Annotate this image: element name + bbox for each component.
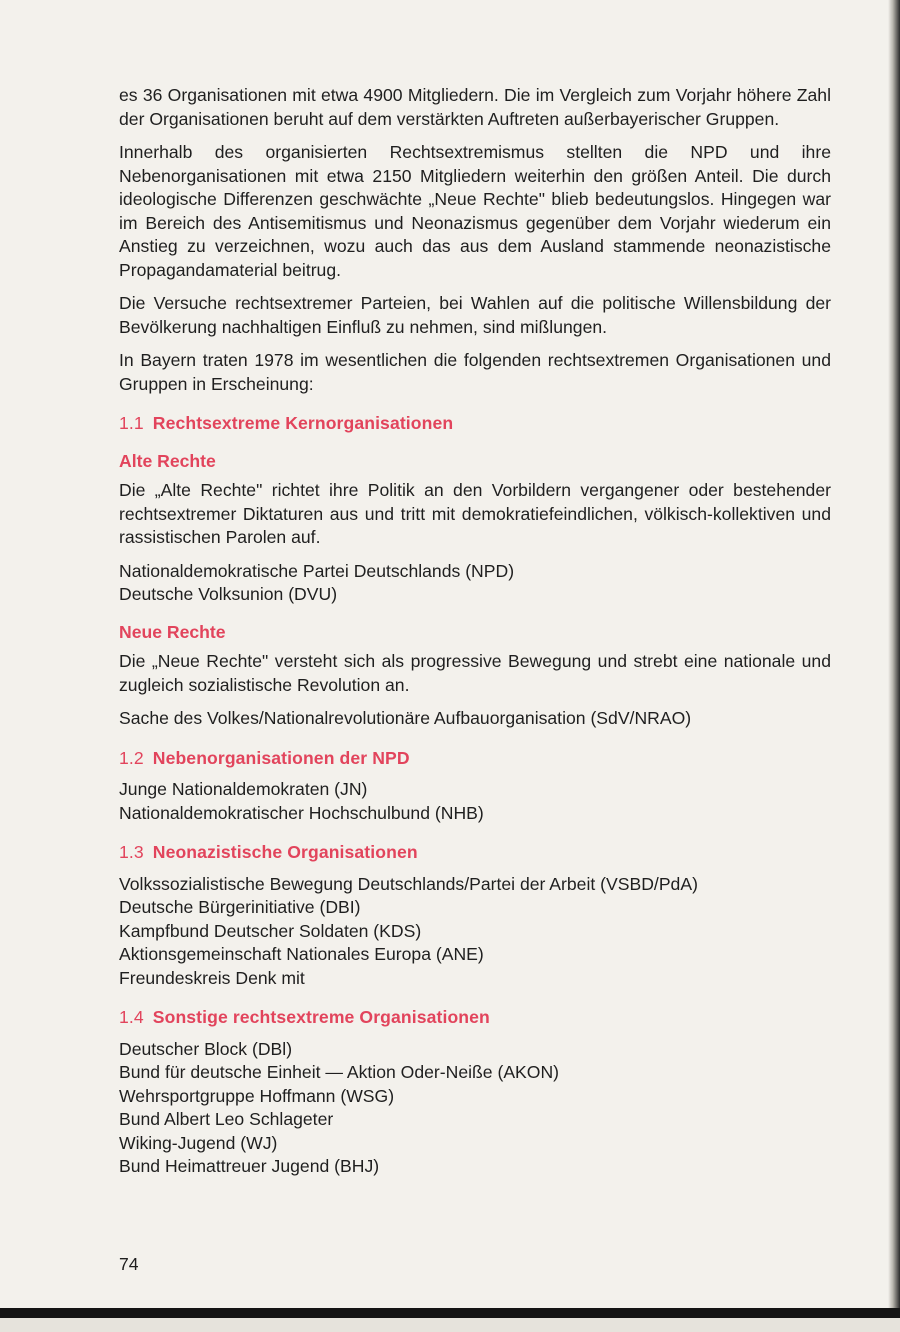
section-number: 1.3	[119, 842, 144, 862]
page-body	[119, 84, 831, 1187]
list-item: Wiking-Jugend (WJ)	[119, 1132, 278, 1153]
intro-paragraph: Die Versuche rechtsextremer Parteien, bei Wahlen auf die politische Willensbildung der Bevölkerung nachhaltigen Einfluß zu nehmen, sind mißlungen.	[119, 293, 831, 337]
list-item: Bund Albert Leo Schlageter	[119, 1109, 334, 1129]
subheading-neue-rechte: Neue Rechte	[119, 621, 226, 642]
neonazi-org-list	[119, 873, 831, 991]
section-heading-1-1	[119, 412, 831, 436]
section-title: Sonstige rechtsextreme Organisationen	[152, 1007, 490, 1027]
list-item: Deutscher Block (DBl)	[119, 1038, 293, 1059]
list-item: Deutsche Bürgerinitiative (DBI)	[119, 897, 361, 917]
alte-rechte-org-list	[119, 560, 831, 607]
intro-paragraph: In Bayern traten 1978 im wesentlichen die folgenden rechtsextremen Organisationen und Gruppen in Erscheinung:	[119, 350, 831, 394]
list-item: Nationaldemokratische Partei Deutschlands (NPD)	[119, 560, 515, 581]
neue-rechte-description: Die „Neue Rechte" versteht sich als progressive Bewegung und strebt eine nationale und zugleich sozialistische Revolution an.	[119, 651, 831, 695]
list-item: Volkssozialistische Bewegung Deutschlands/Partei der Arbeit (VSBD/PdA)	[119, 873, 698, 894]
section-title: Nebenorganisationen der NPD	[152, 747, 410, 768]
alte-rechte-description: Die „Alte Rechte" richtet ihre Politik an den Vorbildern vergangener oder bestehender rechtsextremer Diktaturen aus und tritt mit demokratiefeindlichen, völkisch-kollektiven und rassistischen Parolen auf.	[119, 480, 831, 547]
section-title: Rechtsextreme Kernorganisationen	[152, 413, 454, 433]
section-heading-1-2	[119, 747, 831, 771]
npd-sub-org-list	[119, 778, 831, 825]
list-item: Sache des Volkes/Nationalrevolutionäre Aufbauorganisation (SdV/NRAO)	[119, 708, 692, 728]
list-item: Junge Nationaldemokraten (JN)	[119, 779, 368, 799]
list-item: Bund für deutsche Einheit — Aktion Oder-Neiße (AKON)	[119, 1062, 560, 1082]
page-edge-bottom	[0, 1308, 900, 1318]
page-edge-right	[888, 0, 900, 1332]
intro-paragraph: es 36 Organisationen mit etwa 4900 Mitgliedern. Die im Vergleich zum Vorjahr höhere Zahl der Organisationen beruht auf dem verstärkten Auftreten außerbayerischer Gruppen.	[119, 85, 831, 129]
page-bottom-strip	[0, 1318, 900, 1332]
section-number: 1.4	[119, 1007, 144, 1027]
section-number: 1.2	[119, 747, 144, 768]
subheading-alte-rechte: Alte Rechte	[119, 450, 216, 471]
list-item: Nationaldemokratischer Hochschulbund (NHB)	[119, 802, 484, 823]
section-title: Neonazistische Organisationen	[152, 842, 418, 862]
section-heading-1-4	[119, 1006, 831, 1030]
list-item: Aktionsgemeinschaft Nationales Europa (ANE)	[119, 944, 484, 964]
section-heading-1-3	[119, 841, 831, 865]
list-item: Bund Heimattreuer Jugend (BHJ)	[119, 1156, 380, 1176]
neue-rechte-org-list	[119, 707, 831, 731]
intro-paragraph: Innerhalb des organisierten Rechtsextremismus stellten die NPD und ihre Nebenorganisationen mit etwa 2150 Mitgliedern weiterhin den größen Anteil. Die durch ideologische Differenzen geschwächte „Neue Rechte" blieb bedeutungslos. Hingegen war im Bereich des Antisemitismus und Neonazismus gegenüber dem Vorjahr wiederum ein Anstieg zu verzeichnen, wozu auch das aus dem Ausland stammende neonazistische Propagandamaterial beitrug.	[119, 142, 831, 280]
section-number: 1.1	[119, 413, 144, 433]
list-item: Wehrsportgruppe Hoffmann (WSG)	[119, 1085, 395, 1106]
list-item: Deutsche Volksunion (DVU)	[119, 584, 338, 604]
list-item: Freundeskreis Denk mit	[119, 967, 305, 988]
other-org-list	[119, 1038, 831, 1179]
page-number: 74	[119, 1254, 139, 1274]
list-item: Kampfbund Deutscher Soldaten (KDS)	[119, 920, 422, 941]
